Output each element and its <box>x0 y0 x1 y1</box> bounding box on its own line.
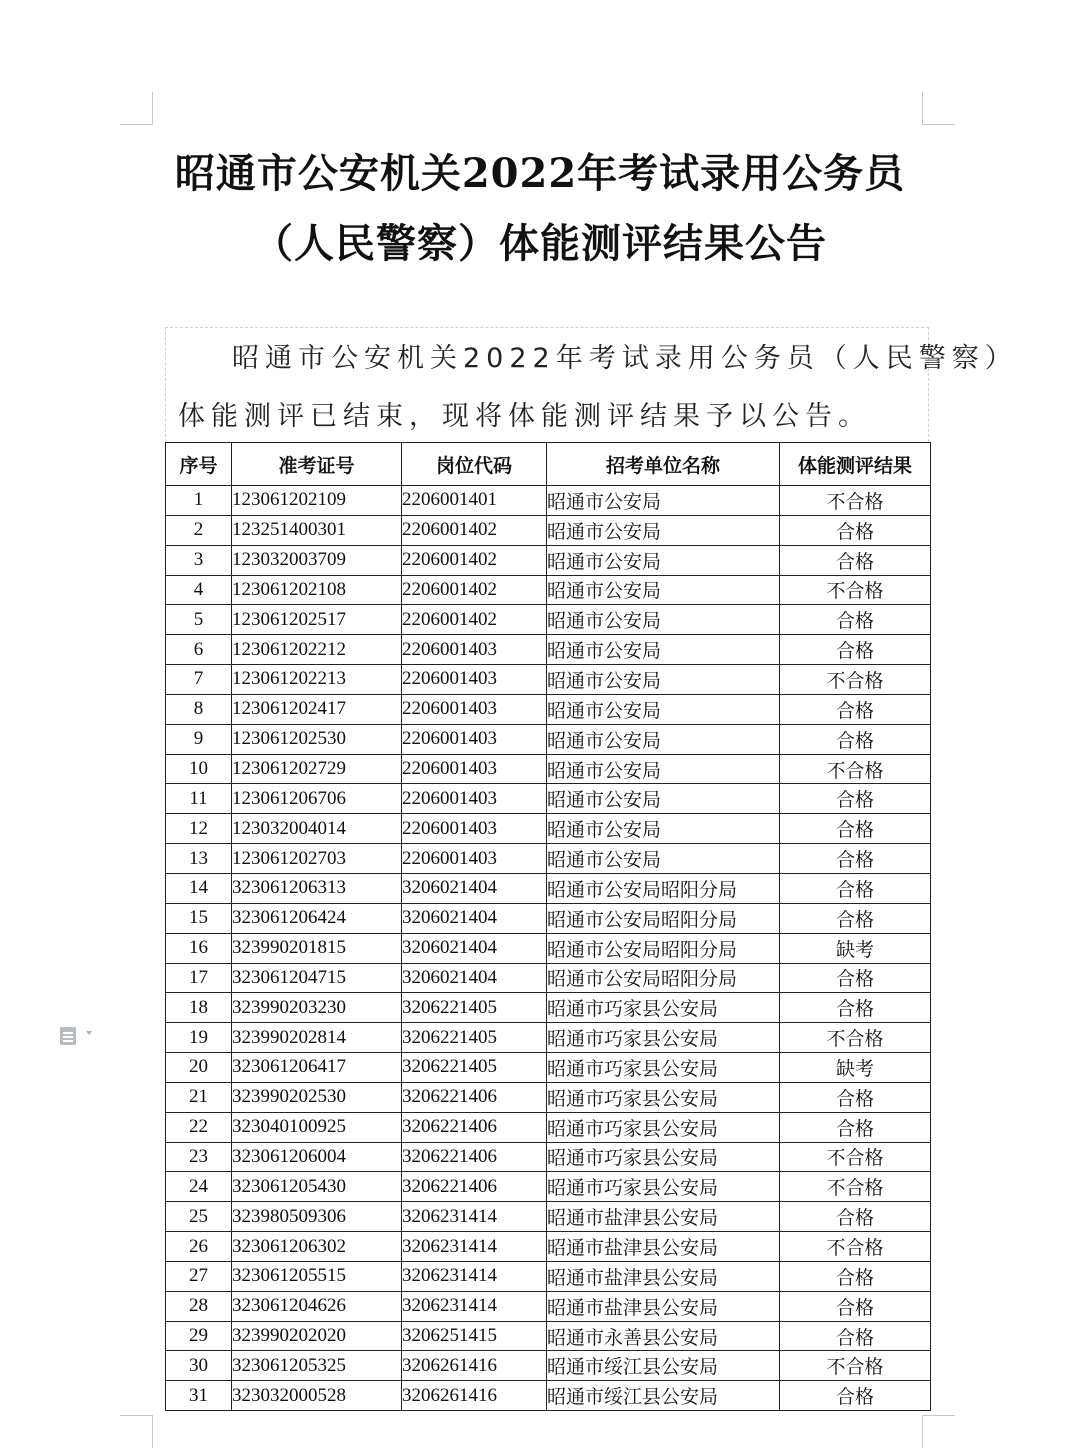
result-cell: 不合格 <box>780 665 931 695</box>
unit-name-cell: 昭通市盐津县公安局 <box>547 1202 780 1232</box>
result-cell: 合格 <box>780 515 931 545</box>
seq-cell: 19 <box>166 1023 232 1053</box>
position-code-cell: 2206001402 <box>402 605 547 635</box>
result-cell: 不合格 <box>780 1351 931 1381</box>
unit-name-cell: 昭通市公安局 <box>547 694 780 724</box>
position-code-cell: 3206021404 <box>402 933 547 963</box>
exam-id-cell: 123061202417 <box>232 694 402 724</box>
intro-paragraph-line-1: 昭通市公安机关2022年考试录用公务员（人民警察） <box>232 343 1018 374</box>
seq-cell: 21 <box>166 1082 232 1112</box>
seq-cell: 13 <box>166 844 232 874</box>
position-code-cell: 2206001403 <box>402 844 547 874</box>
table-row <box>166 933 931 963</box>
exam-id-cell: 123061202703 <box>232 844 402 874</box>
seq-cell: 20 <box>166 1053 232 1083</box>
table-row <box>166 1321 931 1351</box>
unit-name-cell: 昭通市公安局 <box>547 515 780 545</box>
exam-id-cell: 323061206424 <box>232 903 402 933</box>
seq-cell: 6 <box>166 635 232 665</box>
exam-id-cell: 323040100925 <box>232 1112 402 1142</box>
unit-name-cell: 昭通市公安局昭阳分局 <box>547 903 780 933</box>
page-corner-mark-bottom-right <box>922 1415 955 1448</box>
position-code-cell: 2206001402 <box>402 575 547 605</box>
table-row <box>166 1172 931 1202</box>
document-title-line-1: 昭通市公安机关2022年考试录用公务员 <box>174 150 906 197</box>
exam-id-cell: 323990201815 <box>232 933 402 963</box>
seq-cell: 10 <box>166 754 232 784</box>
exam-id-cell: 323990202020 <box>232 1321 402 1351</box>
unit-name-cell: 昭通市绥江县公安局 <box>547 1351 780 1381</box>
seq-cell: 14 <box>166 873 232 903</box>
result-cell: 不合格 <box>780 1142 931 1172</box>
table-row <box>166 605 931 635</box>
result-cell: 合格 <box>780 694 931 724</box>
table-row <box>166 1261 931 1291</box>
position-code-cell: 2206001403 <box>402 754 547 784</box>
exam-id-cell: 323032000528 <box>232 1381 402 1411</box>
seq-cell: 9 <box>166 724 232 754</box>
position-code-cell: 2206001403 <box>402 784 547 814</box>
page-corner-mark-bottom-left <box>120 1415 153 1448</box>
unit-name-cell: 昭通市永善县公安局 <box>547 1321 780 1351</box>
exam-id-cell: 323061205325 <box>232 1351 402 1381</box>
seq-cell: 27 <box>166 1261 232 1291</box>
table-row <box>166 1142 931 1172</box>
unit-name-cell: 昭通市公安局 <box>547 814 780 844</box>
position-code-cell: 3206221405 <box>402 993 547 1023</box>
table-row <box>166 515 931 545</box>
position-code-cell: 3206251415 <box>402 1321 547 1351</box>
position-code-cell: 3206221406 <box>402 1082 547 1112</box>
seq-cell: 12 <box>166 814 232 844</box>
seq-cell: 11 <box>166 784 232 814</box>
seq-cell: 23 <box>166 1142 232 1172</box>
unit-name-cell: 昭通市巧家县公安局 <box>547 1142 780 1172</box>
exam-id-cell: 323061205515 <box>232 1261 402 1291</box>
table-row <box>166 1291 931 1321</box>
position-code-cell: 3206021404 <box>402 903 547 933</box>
result-cell: 合格 <box>780 1202 931 1232</box>
result-cell: 合格 <box>780 545 931 575</box>
result-cell: 不合格 <box>780 1232 931 1262</box>
exam-id-cell: 323990202530 <box>232 1082 402 1112</box>
position-code-cell: 3206231414 <box>402 1291 547 1321</box>
exam-id-cell: 323061206004 <box>232 1142 402 1172</box>
exam-id-cell: 123032004014 <box>232 814 402 844</box>
document-title-line-2: （人民警察）体能测评结果公告 <box>253 220 827 267</box>
result-cell: 合格 <box>780 814 931 844</box>
page-corner-mark-top-left <box>120 92 153 125</box>
seq-cell: 15 <box>166 903 232 933</box>
result-cell: 合格 <box>780 724 931 754</box>
unit-name-cell: 昭通市公安局 <box>547 486 780 516</box>
intro-paragraph-line-2: 体能测评已结束，现将体能测评结果予以公告。 <box>178 401 871 432</box>
seq-cell: 26 <box>166 1232 232 1262</box>
unit-name-cell: 昭通市公安局 <box>547 754 780 784</box>
exam-id-cell: 323990202814 <box>232 1023 402 1053</box>
table-row <box>166 814 931 844</box>
position-code-cell: 2206001403 <box>402 814 547 844</box>
position-code-cell: 3206221406 <box>402 1142 547 1172</box>
table-header-row <box>166 443 931 486</box>
exam-id-cell: 323061204626 <box>232 1291 402 1321</box>
result-cell: 合格 <box>780 1291 931 1321</box>
result-cell: 合格 <box>780 993 931 1023</box>
seq-cell: 18 <box>166 993 232 1023</box>
seq-cell: 5 <box>166 605 232 635</box>
seq-cell: 24 <box>166 1172 232 1202</box>
table-row <box>166 754 931 784</box>
exam-id-cell: 323980509306 <box>232 1202 402 1232</box>
result-cell: 合格 <box>780 844 931 874</box>
seq-cell: 1 <box>166 486 232 516</box>
position-code-cell: 2206001403 <box>402 694 547 724</box>
unit-name-cell: 昭通市公安局昭阳分局 <box>547 873 780 903</box>
position-code-cell: 3206221406 <box>402 1172 547 1202</box>
position-code-cell: 3206021404 <box>402 963 547 993</box>
result-cell: 合格 <box>780 1261 931 1291</box>
exam-id-cell: 123061202212 <box>232 635 402 665</box>
seq-cell: 2 <box>166 515 232 545</box>
result-cell: 缺考 <box>780 1053 931 1083</box>
exam-id-cell: 123061202213 <box>232 665 402 695</box>
exam-id-cell: 323061206302 <box>232 1232 402 1262</box>
table-row <box>166 1053 931 1083</box>
table-row <box>166 1082 931 1112</box>
table-row <box>166 963 931 993</box>
result-cell: 合格 <box>780 963 931 993</box>
table-row <box>166 1381 931 1411</box>
seq-cell: 25 <box>166 1202 232 1232</box>
position-code-cell: 2206001401 <box>402 486 547 516</box>
table-row <box>166 575 931 605</box>
exam-id-cell: 123061206706 <box>232 784 402 814</box>
header-exam-id: 准考证号 <box>232 443 402 486</box>
results-table <box>165 442 931 1411</box>
exam-id-cell: 123251400301 <box>232 515 402 545</box>
exam-id-cell: 123032003709 <box>232 545 402 575</box>
exam-id-cell: 323061204715 <box>232 963 402 993</box>
table-row <box>166 1112 931 1142</box>
result-cell: 合格 <box>780 605 931 635</box>
unit-name-cell: 昭通市公安局昭阳分局 <box>547 963 780 993</box>
position-code-cell: 3206261416 <box>402 1381 547 1411</box>
exam-id-cell: 323061205430 <box>232 1172 402 1202</box>
header-unit-name: 招考单位名称 <box>547 443 780 486</box>
table-row <box>166 844 931 874</box>
header-seq: 序号 <box>166 443 232 486</box>
exam-id-cell: 323061206417 <box>232 1053 402 1083</box>
position-code-cell: 3206231414 <box>402 1202 547 1232</box>
result-cell: 不合格 <box>780 575 931 605</box>
result-cell: 合格 <box>780 1321 931 1351</box>
table-row <box>166 1202 931 1232</box>
table-row <box>166 486 931 516</box>
unit-name-cell: 昭通市公安局 <box>547 575 780 605</box>
position-code-cell: 2206001403 <box>402 635 547 665</box>
result-cell: 不合格 <box>780 1023 931 1053</box>
unit-name-cell: 昭通市公安局 <box>547 724 780 754</box>
unit-name-cell: 昭通市公安局 <box>547 635 780 665</box>
position-code-cell: 3206231414 <box>402 1261 547 1291</box>
seq-cell: 3 <box>166 545 232 575</box>
unit-name-cell: 昭通市盐津县公安局 <box>547 1232 780 1262</box>
unit-name-cell: 昭通市盐津县公安局 <box>547 1261 780 1291</box>
table-row <box>166 784 931 814</box>
unit-name-cell: 昭通市巧家县公安局 <box>547 1112 780 1142</box>
seq-cell: 28 <box>166 1291 232 1321</box>
unit-name-cell: 昭通市公安局 <box>547 844 780 874</box>
result-cell: 合格 <box>780 1082 931 1112</box>
exam-id-cell: 123061202729 <box>232 754 402 784</box>
exam-id-cell: 123061202109 <box>232 486 402 516</box>
result-cell: 合格 <box>780 873 931 903</box>
seq-cell: 4 <box>166 575 232 605</box>
chevron-down-icon[interactable] <box>86 1031 92 1035</box>
result-cell: 不合格 <box>780 754 931 784</box>
header-position-code: 岗位代码 <box>402 443 547 486</box>
table-row <box>166 635 931 665</box>
result-cell: 合格 <box>780 784 931 814</box>
result-cell: 不合格 <box>780 486 931 516</box>
seq-cell: 31 <box>166 1381 232 1411</box>
table-row <box>166 724 931 754</box>
table-row <box>166 993 931 1023</box>
unit-name-cell: 昭通市公安局 <box>547 545 780 575</box>
exam-id-cell: 323990203230 <box>232 993 402 1023</box>
table-row <box>166 665 931 695</box>
position-code-cell: 3206261416 <box>402 1351 547 1381</box>
seq-cell: 8 <box>166 694 232 724</box>
result-cell: 合格 <box>780 1381 931 1411</box>
exam-id-cell: 323061206313 <box>232 873 402 903</box>
seq-cell: 16 <box>166 933 232 963</box>
unit-name-cell: 昭通市巧家县公安局 <box>547 1172 780 1202</box>
table-row <box>166 545 931 575</box>
unit-name-cell: 昭通市巧家县公安局 <box>547 1023 780 1053</box>
unit-name-cell: 昭通市巧家县公安局 <box>547 1053 780 1083</box>
position-code-cell: 2206001403 <box>402 665 547 695</box>
table-row <box>166 903 931 933</box>
unit-name-cell: 昭通市公安局 <box>547 784 780 814</box>
exam-id-cell: 123061202530 <box>232 724 402 754</box>
position-code-cell: 2206001403 <box>402 724 547 754</box>
position-code-cell: 2206001402 <box>402 515 547 545</box>
header-result: 体能测评结果 <box>780 443 931 486</box>
result-cell: 合格 <box>780 635 931 665</box>
unit-name-cell: 昭通市巧家县公安局 <box>547 1082 780 1112</box>
page-corner-mark-top-right <box>922 92 955 125</box>
unit-name-cell: 昭通市绥江县公安局 <box>547 1381 780 1411</box>
exam-id-cell: 123061202108 <box>232 575 402 605</box>
seq-cell: 22 <box>166 1112 232 1142</box>
unit-name-cell: 昭通市公安局昭阳分局 <box>547 933 780 963</box>
table-row <box>166 1232 931 1262</box>
exam-id-cell: 123061202517 <box>232 605 402 635</box>
position-code-cell: 3206221406 <box>402 1112 547 1142</box>
table-row <box>166 873 931 903</box>
result-cell: 不合格 <box>780 1172 931 1202</box>
position-code-cell: 3206231414 <box>402 1232 547 1262</box>
document-icon[interactable] <box>60 1027 76 1045</box>
unit-name-cell: 昭通市盐津县公安局 <box>547 1291 780 1321</box>
unit-name-cell: 昭通市公安局 <box>547 665 780 695</box>
unit-name-cell: 昭通市巧家县公安局 <box>547 993 780 1023</box>
unit-name-cell: 昭通市公安局 <box>547 605 780 635</box>
position-code-cell: 3206221405 <box>402 1023 547 1053</box>
seq-cell: 7 <box>166 665 232 695</box>
position-code-cell: 2206001402 <box>402 545 547 575</box>
position-code-cell: 3206221405 <box>402 1053 547 1083</box>
table-row <box>166 694 931 724</box>
seq-cell: 29 <box>166 1321 232 1351</box>
result-cell: 合格 <box>780 903 931 933</box>
table-row <box>166 1023 931 1053</box>
position-code-cell: 3206021404 <box>402 873 547 903</box>
result-cell: 缺考 <box>780 933 931 963</box>
result-cell: 合格 <box>780 1112 931 1142</box>
seq-cell: 30 <box>166 1351 232 1381</box>
seq-cell: 17 <box>166 963 232 993</box>
table-row <box>166 1351 931 1381</box>
